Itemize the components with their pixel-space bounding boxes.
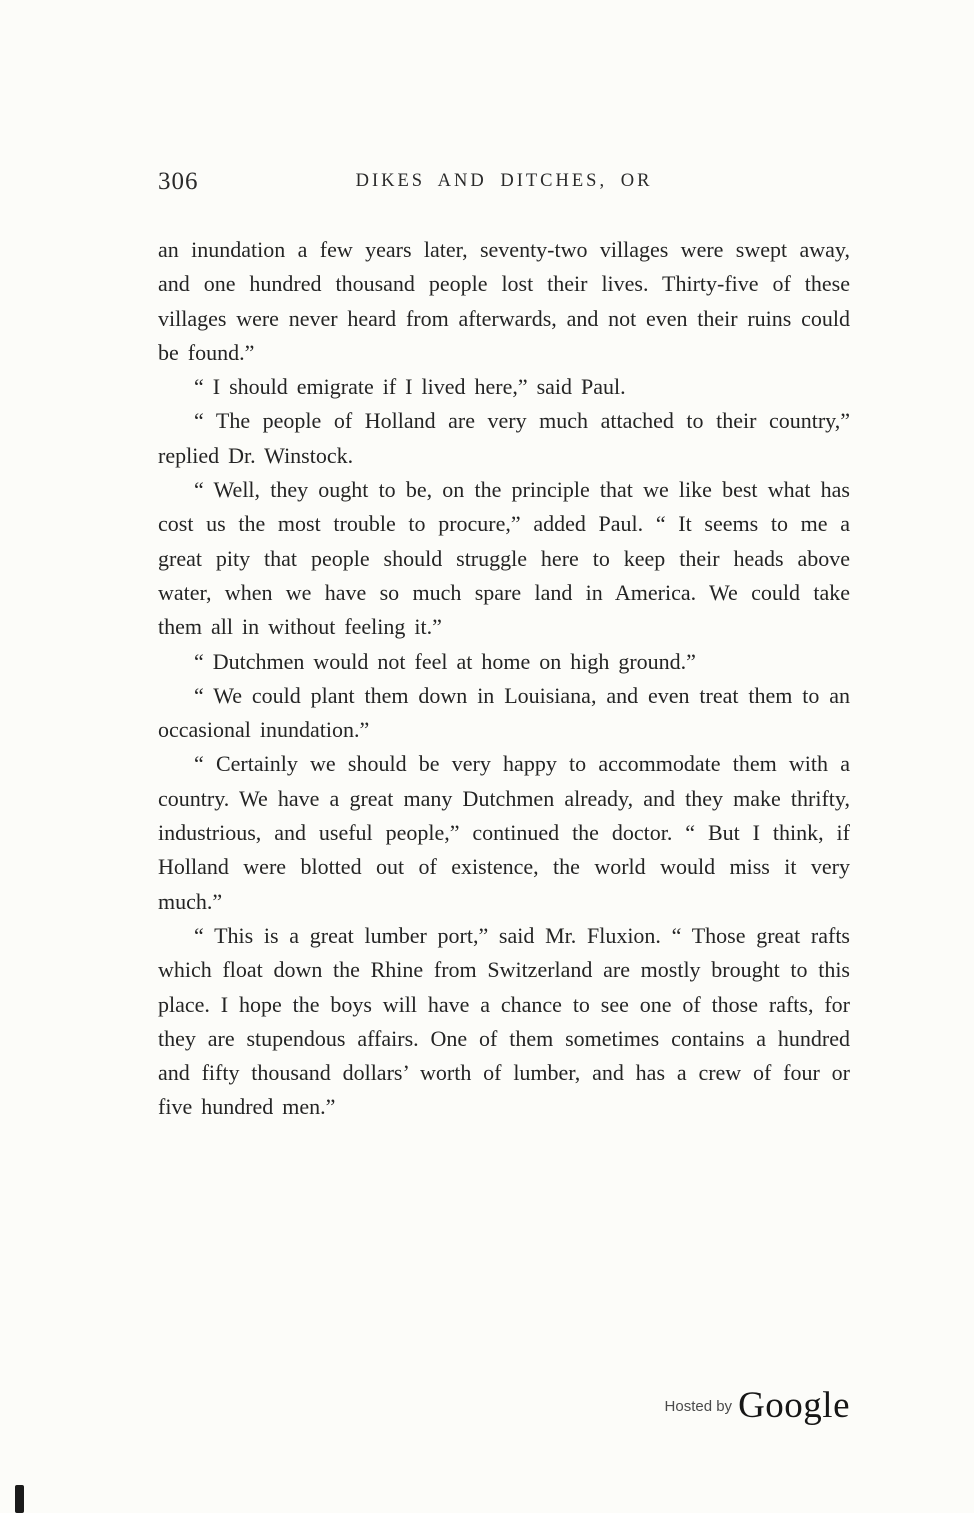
- paragraph: “ Dutchmen would not feel at home on high ground.”: [194, 648, 696, 674]
- page-header: [158, 168, 850, 200]
- page-number: 306: [158, 168, 199, 195]
- paragraph: “ We could plant them down in Louisiana, and even treat them to an occasional inundation.”: [158, 682, 850, 743]
- google-logo: Google: [738, 1385, 850, 1426]
- body-text: [158, 233, 850, 1125]
- hosted-by-label: Hosted by: [664, 1398, 733, 1415]
- paragraph: “ Well, they ought to be, on the principle that we like best what has cost us the most trouble to procure,” added Paul. “ It seems to me a great pity that people should struggle here to keep their heads above water, when we have so much spare land in America. We could take them all in without feeling it.”: [158, 477, 850, 640]
- paragraph: “ I should emigrate if I lived here,” said Paul.: [194, 374, 626, 400]
- paragraph: “ Certainly we should be very happy to accommodate them with a country. We have a great many Dutchmen already, and they make thrifty, industrious, and useful people,” continued the doctor. “ But I think, if Holland were blotted out of existence, the world would miss it very much.”: [158, 751, 850, 914]
- paragraph: an inundation a few years later, seventy-two villages were swept away, and one hundred thousand people lost their lives. Thirty-five of these villages were never heard from afterwards, and not even their ruins could be found.”: [158, 237, 850, 365]
- paragraph: “ The people of Holland are very much attached to their country,” replied Dr. Winstock.: [158, 408, 850, 468]
- hosted-by-google-watermark: [158, 1384, 850, 1427]
- paragraph: “ This is a great lumber port,” said Mr. Fluxion. “ Those great rafts which float down the Rhine from Switzerland are mostly brought to this place. I hope the boys will have a chance to see one of those rafts, for they are stupendous affairs. One of them sometimes contains a hundred and fifty thousand dollars’ worth of lumber, and has a crew of four or five hundred men.”: [158, 922, 850, 1120]
- running-header: DIKES AND DITCHES, OR: [355, 171, 653, 191]
- scan-artifact: [15, 1485, 24, 1513]
